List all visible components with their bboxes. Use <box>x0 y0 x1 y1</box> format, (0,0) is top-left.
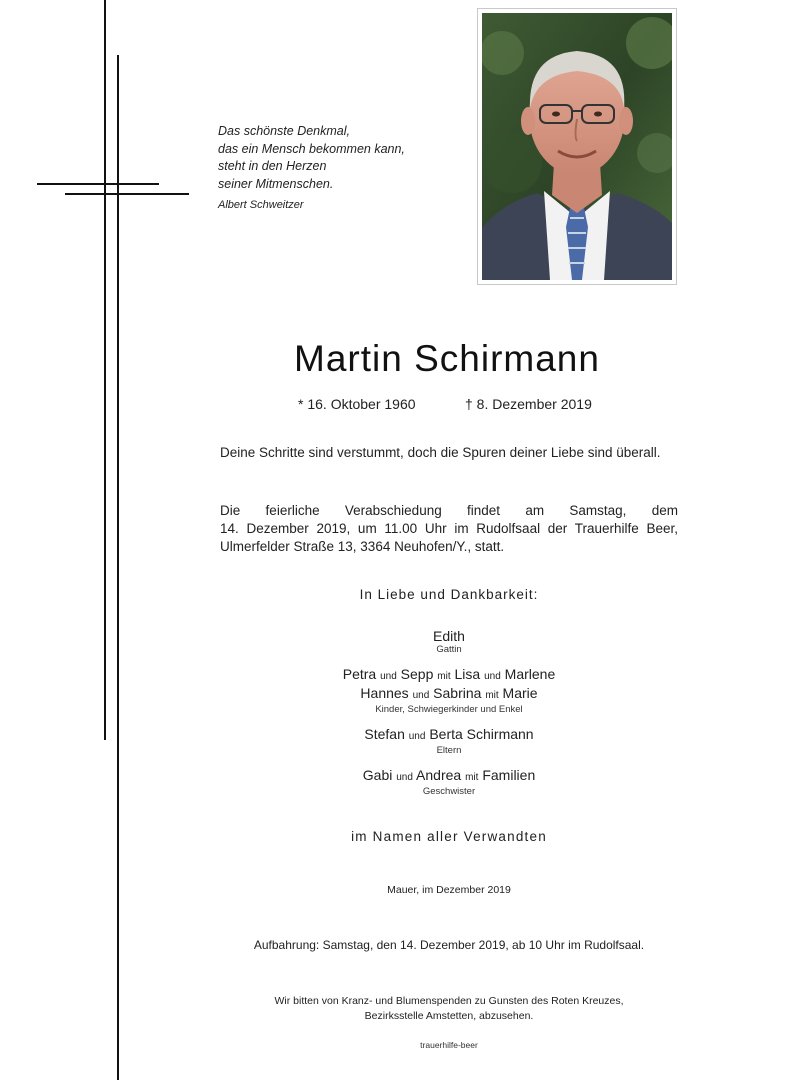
family-name: Berta Schirmann <box>429 726 534 742</box>
deceased-name: Martin Schirmann <box>294 338 600 379</box>
family-name: Lisa <box>454 666 481 682</box>
viewing-info: Aufbahrung: Samstag, den 14. Dezember 2019, ab 10 Uhr im Rudolfsaal. <box>253 938 645 952</box>
quote-author: Albert Schweitzer <box>218 199 304 211</box>
family-group-children <box>218 666 680 716</box>
request-line: Bezirksstelle Amstetten, abzusehen. <box>364 1010 534 1022</box>
ceremony-line: Die feierliche Verabschiedung findet am Samstag, dem <box>220 503 678 518</box>
connector: und <box>408 731 426 742</box>
portrait-photo <box>477 8 677 285</box>
quote-line: steht in den Herzen <box>218 159 327 173</box>
relation-label: Gattin <box>436 644 462 655</box>
connector: und <box>412 690 430 701</box>
quote-line: das ein Mensch bekommen kann, <box>218 141 405 156</box>
family-name: Gabi <box>362 767 393 783</box>
memorial-quote <box>218 123 405 215</box>
family-name: Edith <box>433 628 465 644</box>
family-name: Sabrina <box>433 685 482 701</box>
family-group-parents <box>218 726 680 757</box>
family-name: Stefan <box>364 726 405 742</box>
tribute-text: Deine Schritte sind verstummt, doch die Spuren deiner Liebe sind überall. <box>220 445 661 460</box>
family-name: Marlene <box>504 666 556 682</box>
donation-request <box>218 994 680 1024</box>
quote-line: Das schönste Denkmal, <box>218 124 351 138</box>
request-line: Wir bitten von Kranz- und Blumenspenden zu Gunsten des Roten Kreuzes, <box>274 995 624 1007</box>
connector: und <box>484 671 501 682</box>
connector: mit <box>465 772 479 783</box>
family-list <box>218 628 680 808</box>
family-name: Petra <box>342 666 377 682</box>
family-group-siblings <box>218 767 680 798</box>
family-name: Familien <box>482 767 536 783</box>
portrait-image <box>482 13 672 280</box>
family-name: Hannes <box>360 685 409 701</box>
connector: mit <box>485 690 499 701</box>
relation-label: Kinder, Schwiegerkinder und Enkel <box>375 704 523 715</box>
ceremony-line: 14. Dezember 2019, um 11.00 Uhr im Rudolfsaal der Trauerhilfe Beer, <box>220 521 678 536</box>
death-date: † 8. Dezember 2019 <box>465 396 592 412</box>
behalf-text: im Namen aller Verwandten <box>351 829 547 844</box>
family-name: Andrea <box>416 767 462 783</box>
family-group-spouse <box>218 628 680 656</box>
ceremony-line: Ulmerfelder Straße 13, 3364 Neuhofen/Y., statt. <box>220 539 505 554</box>
relation-label: Geschwister <box>422 786 476 797</box>
family-name: Marie <box>502 685 538 701</box>
birth-date: * 16. Oktober 1960 <box>298 396 416 412</box>
place-date: Mauer, im Dezember 2019 <box>387 884 511 896</box>
footer-brand: trauerhilfe-beer <box>420 1040 478 1050</box>
family-name: Sepp <box>400 666 434 682</box>
connector: und <box>396 772 413 783</box>
connector: und <box>380 671 397 682</box>
quote-line: seiner Mitmenschen. <box>218 176 334 191</box>
relation-label: Eltern <box>436 745 462 756</box>
thanks-heading: In Liebe und Dankbarkeit: <box>359 587 539 602</box>
connector: mit <box>437 671 451 682</box>
ceremony-text <box>220 502 678 556</box>
